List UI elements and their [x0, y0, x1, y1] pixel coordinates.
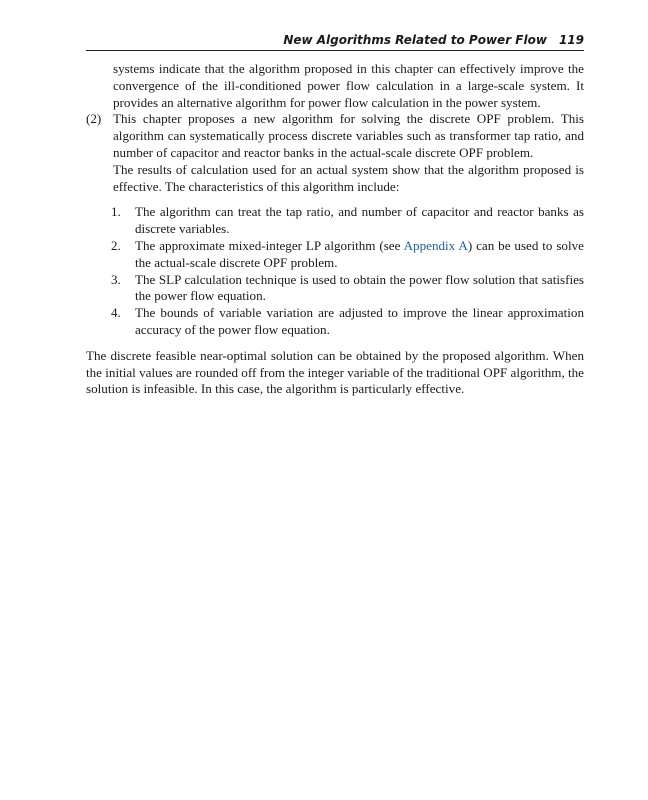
item-2-text: This chapter proposes a new algorithm for solving the discrete OPF problem. This algorithm can systematically process discrete variables such as transformer tap ratio, and number of capacitor and reactor banks in the actual-scale discrete OPF problem. [113, 111, 584, 160]
appendix-a-link[interactable]: Appendix A [403, 237, 468, 253]
characteristics-list [86, 204, 584, 338]
list-item [86, 305, 584, 339]
list-marker: 3. [111, 271, 121, 287]
list-marker: 2. [111, 237, 121, 253]
page-number: 119 [558, 33, 584, 47]
running-head-title: New Algorithms Related to Power Flow [283, 33, 547, 47]
list-item-text-before: The approximate mixed-integer LP algorithm (see [135, 237, 404, 253]
list-item [86, 272, 584, 306]
list-item [86, 238, 584, 272]
page-body [86, 61, 584, 398]
list-item-text-after: ) can be used to solve the actual-scale discrete OPF problem. [135, 237, 584, 270]
list-item-text: The SLP calculation technique is used to obtain the power flow solution that satisfies the power flow equation. [135, 271, 584, 304]
running-head [86, 30, 584, 51]
numbered-item-2 [86, 111, 584, 195]
list-item [86, 204, 584, 238]
item-number: (2) [86, 111, 102, 127]
closing-paragraph: The discrete feasible near-optimal solution can be obtained by the proposed algorithm. When the initial values are rounded off from the integer variable of the traditional OPF algorithm, the solution is infeasible. In this case, the algorithm is particularly effective. [86, 347, 584, 397]
paragraph-continuation: systems indicate that the algorithm proposed in this chapter can effectively improve the convergence of the ill-conditioned power flow calculation in a large-scale system. It provides an alternative algorithm for power flow calculation in the power system. [113, 61, 584, 110]
list-marker: 4. [111, 305, 121, 321]
item-2-results-text: The results of calculation used for an actual system show that the algorithm proposed is effective. The characteristics of this algorithm include: [113, 161, 584, 194]
list-item-text: The algorithm can treat the tap ratio, and number of capacitor and reactor banks as discrete variables. [135, 204, 584, 237]
list-item-text: The bounds of variable variation are adjusted to improve the linear approximation accuracy of the power flow equation. [135, 305, 584, 337]
list-marker: 1. [111, 204, 121, 220]
